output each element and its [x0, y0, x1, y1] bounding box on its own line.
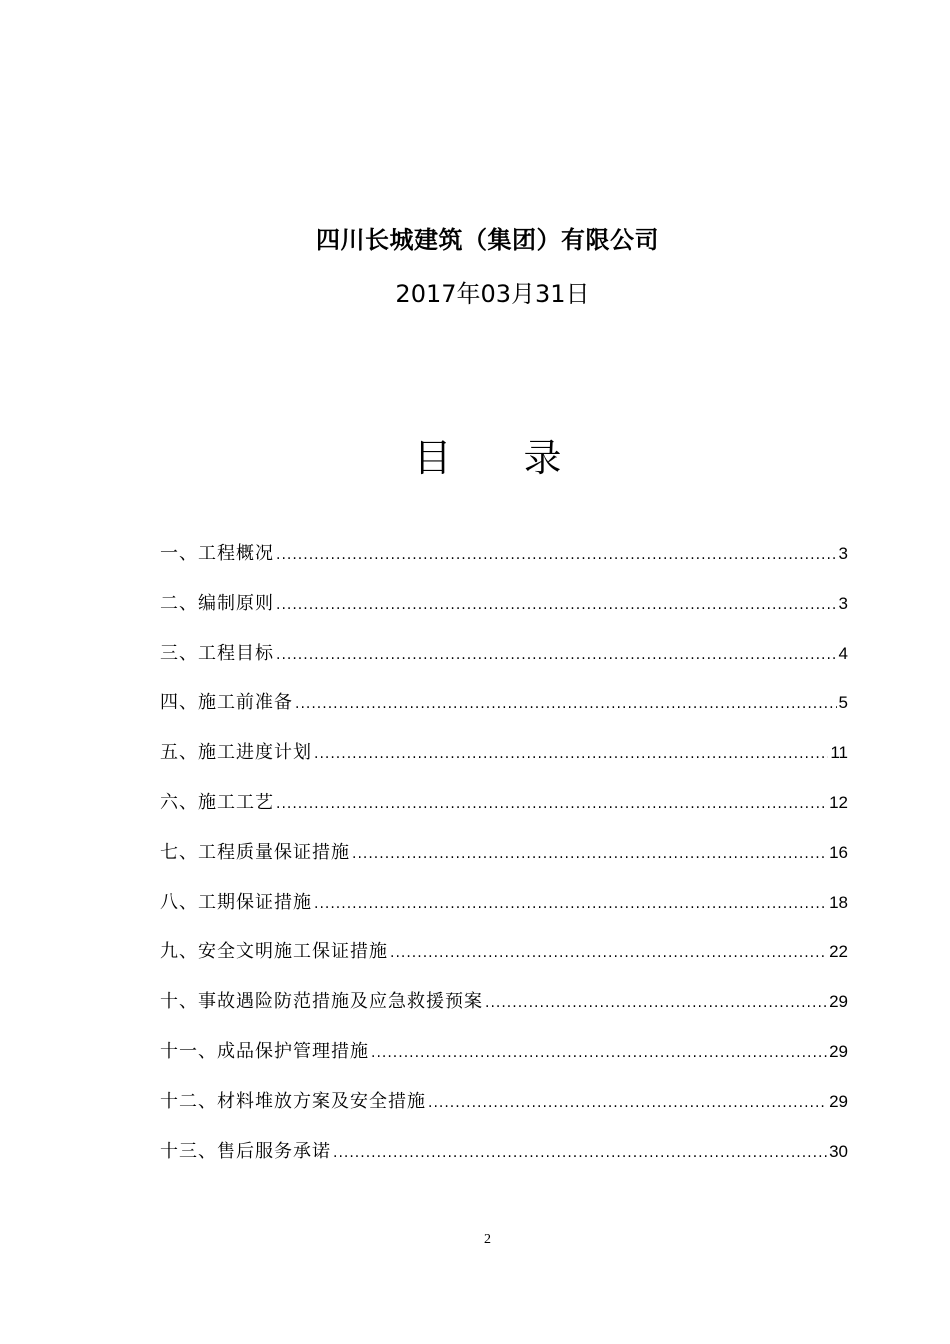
toc-dot-leader: [276, 637, 837, 673]
toc-entry-label: 一、工程概况: [160, 543, 274, 564]
toc-entry-8[interactable]: [160, 885, 848, 935]
toc-title: [0, 432, 950, 484]
toc-entry-label: 七、工程质量保证措施: [160, 841, 350, 863]
toc-dot-leader: [276, 786, 827, 822]
toc-dot-leader: [352, 836, 827, 872]
toc-entry-label: 十三、售后服务承诺: [160, 1140, 331, 1162]
toc-dot-leader: [333, 1135, 827, 1171]
toc-entry-page: 4: [838, 643, 848, 663]
toc-entry-5[interactable]: [160, 735, 848, 785]
toc-entry-page: 16: [829, 842, 848, 862]
toc-entry-3[interactable]: [160, 636, 848, 686]
toc-dot-leader: [371, 1035, 827, 1071]
toc-dot-leader: [314, 736, 828, 772]
toc-entry-label: 六、施工工艺: [160, 791, 274, 813]
toc-title-char-1: 目: [413, 436, 452, 480]
toc-entry-page: 3: [838, 544, 848, 563]
toc-entry-6[interactable]: [160, 785, 848, 835]
toc-entry-label: 十一、成品保护管理措施: [160, 1040, 369, 1062]
page-number: 2: [484, 1232, 491, 1247]
toc-entry-12[interactable]: [160, 1084, 848, 1134]
toc-dot-leader: [390, 935, 827, 971]
toc-entry-page: 11: [830, 743, 848, 763]
toc-entry-page: 5: [838, 693, 848, 713]
toc-entry-4[interactable]: [160, 685, 848, 735]
toc-entry-page: 12: [829, 792, 848, 812]
toc-entry-label: 十、事故遇险防范措施及应急救援预案: [160, 991, 483, 1013]
toc-entry-7[interactable]: [160, 835, 848, 885]
toc-entry-label: 四、施工前准备: [160, 692, 293, 714]
toc-dot-leader: [295, 686, 837, 722]
toc-entry-label: 二、编制原则: [160, 592, 274, 614]
toc-entry-label: 十二、材料堆放方案及安全措施: [160, 1090, 426, 1112]
toc-entry-label: 三、工程目标: [160, 642, 274, 664]
toc-entry-2[interactable]: [160, 586, 848, 636]
toc-entry-label: 九、安全文明施工保证措施: [160, 941, 388, 963]
toc-entry-page: 30: [829, 1141, 848, 1161]
table-of-contents: [160, 536, 848, 1183]
toc-dot-leader: [276, 587, 837, 623]
toc-entry-page: 3: [838, 593, 848, 613]
toc-entry-label: 八、工期保证措施: [160, 891, 312, 913]
toc-dot-leader: [276, 537, 837, 573]
toc-entry-page: 29: [829, 1041, 848, 1061]
toc-entry-11[interactable]: [160, 1034, 848, 1084]
toc-entry-page: 18: [829, 892, 848, 912]
toc-entry-10[interactable]: [160, 984, 848, 1034]
toc-entry-page: 29: [829, 1091, 848, 1111]
toc-dot-leader: [428, 1085, 827, 1121]
toc-entry-page: 29: [829, 992, 848, 1012]
toc-dot-leader: [314, 886, 827, 922]
document-date: 2017年03月31日: [395, 280, 590, 308]
toc-title-char-2: 录: [523, 436, 562, 480]
toc-entry-1[interactable]: [160, 536, 848, 586]
toc-entry-page: 22: [829, 942, 848, 962]
toc-entry-13[interactable]: [160, 1134, 848, 1184]
company-name: 四川长城建筑（集团）有限公司: [316, 226, 659, 254]
toc-dot-leader: [485, 985, 827, 1021]
toc-entry-9[interactable]: [160, 934, 848, 984]
toc-entry-label: 五、施工进度计划: [160, 742, 312, 764]
